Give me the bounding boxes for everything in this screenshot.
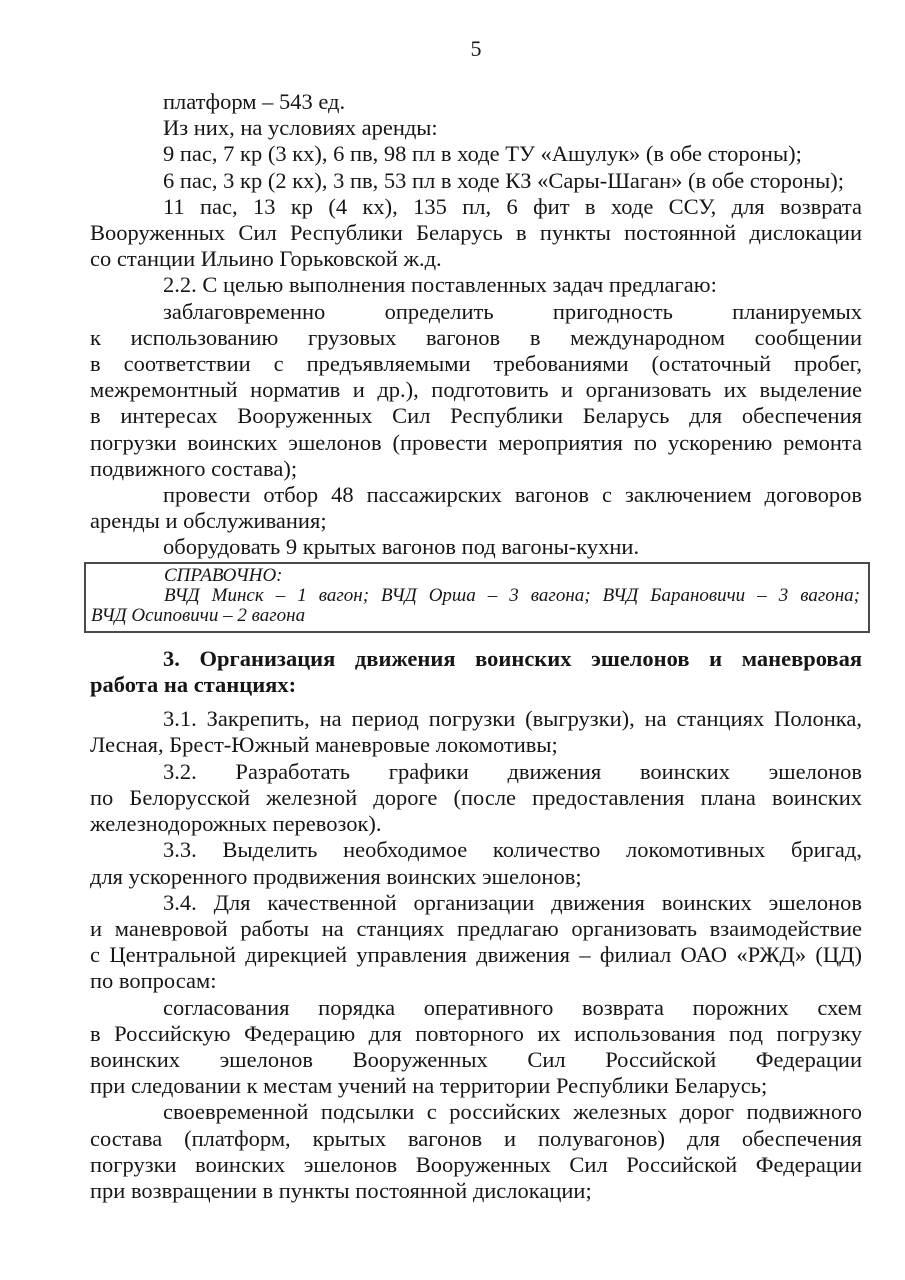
text-line: и маневровой работы на станциях предлагаю организовать взаимодействие	[90, 915, 862, 941]
text-line: 2.2. С целью выполнения поставленных задач предлагаю:	[163, 272, 717, 298]
text-line: Лесная, Брест-Южный маневровые локомотивы;	[90, 732, 558, 758]
text-line: при следовании к местам учений на территории Республики Беларусь;	[90, 1073, 768, 1099]
text-line: СПРАВОЧНО:	[164, 564, 283, 586]
text-line: заблаговременно определить пригодность планируемых	[163, 298, 862, 324]
text-line: подвижного состава);	[90, 455, 298, 481]
text-line: состава (платформ, крытых вагонов и полувагонов) для обеспечения	[90, 1125, 862, 1151]
body-paragraph	[90, 141, 862, 167]
section-heading	[90, 646, 862, 698]
text-line: железнодорожных перевозок).	[90, 811, 382, 837]
text-line: с Центральной дирекцией управления движения – филиал ОАО «РЖД» (ЦД)	[90, 942, 862, 968]
text-line: 3. Организация движения воинских эшелонов и маневровая	[163, 645, 862, 671]
text-line: 3.1. Закрепить, на период погрузки (выгрузки), на станциях Полонка,	[163, 706, 862, 732]
body-paragraph	[90, 194, 862, 273]
body-paragraph	[90, 534, 862, 560]
body-paragraph	[90, 706, 862, 758]
text-line: 3.2. Разработать графики движения воинских эшелонов	[163, 758, 862, 784]
text-line: своевременной подсылки с российских железных дорог подвижного	[163, 1099, 862, 1125]
text-line: для ускоренного продвижения воинских эшелонов;	[90, 863, 582, 889]
text-line: при возвращении в пункты постоянной дислокации;	[90, 1177, 592, 1203]
text-line: к использованию грузовых вагонов в международном сообщении	[90, 324, 862, 350]
text-line: провести отбор 48 пассажирских вагонов с заключением договоров	[163, 482, 862, 508]
body-paragraph	[90, 890, 862, 995]
text-line: по вопросам:	[90, 968, 217, 994]
page-number: 5	[470, 36, 482, 61]
text-line: погрузки воинских эшелонов (провести мероприятия по ускорению ремонта	[90, 429, 862, 455]
document-body	[90, 89, 862, 1204]
body-paragraph	[90, 115, 862, 141]
body-paragraph	[90, 995, 862, 1100]
text-line: межремонтный норматив и др.), подготовить и организовать их выделение	[90, 377, 862, 403]
body-paragraph	[90, 299, 862, 482]
note-paragraph	[91, 566, 860, 586]
text-line: 6 пас, 3 кр (2 кх), 3 пв, 53 пл в ходе КЗ «Сары-Шаган» (в обе стороны);	[163, 167, 844, 193]
text-line: Из них, на условиях аренды:	[163, 115, 438, 141]
text-line: платформ – 543 ед.	[163, 89, 346, 114]
body-paragraph	[90, 89, 862, 115]
body-paragraph	[90, 272, 862, 298]
text-line: со станции Ильино Горьковской ж.д.	[90, 246, 442, 272]
text-line: Вооруженных Сил Республики Беларусь в пункты постоянной дислокации	[90, 220, 862, 246]
text-line: работа на станциях:	[90, 672, 297, 698]
text-line: в Российскую Федерацию для повторного их использования под погрузку	[90, 1020, 862, 1046]
text-line: погрузки воинских эшелонов Вооруженных Сил Российской Федерации	[90, 1151, 862, 1177]
text-line: аренды и обслуживания;	[90, 508, 327, 534]
text-line: в интересах Вооруженных Сил Республики Беларусь для обеспечения	[90, 403, 862, 429]
text-line: 11 пас, 13 кр (4 кх), 135 пл, 6 фит в ходе ССУ, для возврата	[163, 193, 862, 219]
note-paragraph	[91, 586, 860, 627]
body-paragraph	[90, 482, 862, 534]
text-line: 3.4. Для качественной организации движения воинских эшелонов	[163, 889, 862, 915]
text-line: согласования порядка оперативного возврата порожних схем	[163, 994, 862, 1020]
text-line: 9 пас, 7 кр (3 кх), 6 пв, 98 пл в ходе ТУ «Ашулук» (в обе стороны);	[163, 141, 802, 167]
body-paragraph	[90, 168, 862, 194]
text-line: оборудовать 9 крытых вагонов под вагоны-кухни.	[163, 534, 640, 560]
text-line: ВЧД Минск – 1 вагон; ВЧД Орша – 3 вагона; ВЧД Барановичи – 3 вагона;	[164, 585, 860, 607]
body-paragraph	[90, 759, 862, 838]
text-line: по Белорусской железной дороге (после предоставления плана воинских	[90, 784, 862, 810]
body-paragraph	[90, 1099, 862, 1204]
reference-note-box	[84, 562, 870, 633]
text-line: 3.3. Выделить необходимое количество локомотивных бригад,	[163, 837, 862, 863]
body-paragraph	[90, 837, 862, 889]
text-line: ВЧД Осиповичи – 2 вагона	[91, 605, 306, 627]
text-line: воинских эшелонов Вооруженных Сил Российской Федерации	[90, 1046, 862, 1072]
text-line: в соответствии с предъявляемыми требованиями (остаточный пробег,	[90, 351, 862, 377]
